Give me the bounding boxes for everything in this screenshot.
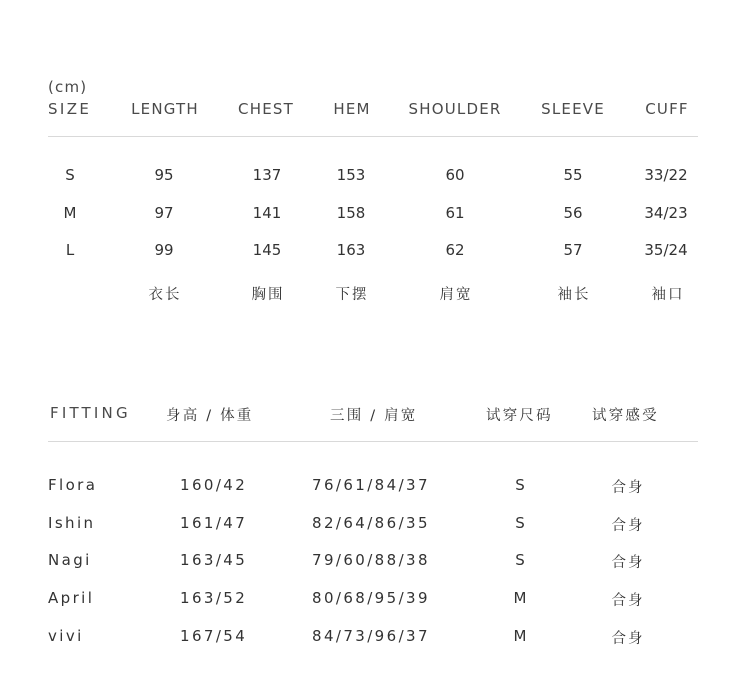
- fitting-row-vivi-measurements: 84/73/96/37: [312, 627, 430, 645]
- fitting-row-flora-name: Flora: [48, 476, 98, 494]
- size-row-s-sleeve: 55: [563, 166, 583, 184]
- header-tried-size: 试穿尺码: [486, 408, 553, 424]
- fitting-row-april-name: April: [48, 589, 95, 607]
- fitting-row-vivi-height-weight: 167/54: [180, 627, 248, 645]
- size-row-m-chest: 141: [252, 204, 282, 222]
- size-row-l-hem: 163: [336, 241, 366, 259]
- cn-label-shoulder: 肩宽: [439, 287, 473, 303]
- size-row-l-shoulder: 62: [445, 241, 465, 259]
- fitting-row-ishin-size: S: [515, 514, 525, 532]
- fitting-row-april-feeling: 合身: [611, 593, 645, 609]
- fitting-row-nagi-name: Nagi: [48, 551, 92, 569]
- size-row-l-length: 99: [154, 241, 174, 259]
- size-row-s-hem: 153: [336, 166, 366, 184]
- header-size: SIZE: [48, 100, 92, 118]
- header-cuff: CUFF: [645, 100, 689, 118]
- header-length: LENGTH: [131, 100, 199, 118]
- size-row-s-shoulder: 60: [445, 166, 465, 184]
- fitting-row-vivi-feeling: 合身: [611, 631, 645, 647]
- fitting-row-flora-feeling: 合身: [611, 480, 645, 496]
- size-row-l-cuff: 35/24: [644, 241, 688, 259]
- size-header-divider: [48, 136, 698, 137]
- fitting-row-flora-measurements: 76/61/84/37: [312, 476, 430, 494]
- size-row-s-cuff: 33/22: [644, 166, 688, 184]
- size-row-l-chest: 145: [252, 241, 282, 259]
- fitting-row-flora-size: S: [515, 476, 525, 494]
- size-row-m-hem: 158: [336, 204, 366, 222]
- fitting-header-divider: [48, 441, 698, 442]
- size-row-m-size: M: [63, 204, 77, 222]
- size-row-s-length: 95: [154, 166, 174, 184]
- size-row-m-shoulder: 61: [445, 204, 465, 222]
- fitting-row-nagi-height-weight: 163/45: [180, 551, 248, 569]
- fitting-row-vivi-name: vivi: [48, 627, 84, 645]
- fitting-row-ishin-height-weight: 161/47: [180, 514, 248, 532]
- size-row-s-size: S: [65, 166, 75, 184]
- header-sleeve: SLEEVE: [541, 100, 605, 118]
- header-hem: HEM: [333, 100, 371, 118]
- size-row-m-cuff: 34/23: [644, 204, 688, 222]
- fitting-row-april-measurements: 80/68/95/39: [312, 589, 430, 607]
- unit-label: (cm): [48, 78, 88, 96]
- size-row-m-length: 97: [154, 204, 174, 222]
- header-chest: CHEST: [238, 100, 294, 118]
- cn-label-hem: 下摆: [335, 287, 369, 303]
- size-row-s-chest: 137: [252, 166, 282, 184]
- fitting-row-ishin-measurements: 82/64/86/35: [312, 514, 430, 532]
- header-fit-feeling: 试穿感受: [592, 408, 659, 424]
- fitting-row-nagi-size: S: [515, 551, 525, 569]
- header-measurements: 三围 / 肩宽: [330, 408, 418, 424]
- header-shoulder: SHOULDER: [408, 100, 502, 118]
- fitting-row-vivi-size: M: [513, 627, 527, 645]
- cn-label-sleeve: 袖长: [557, 287, 591, 303]
- cn-label-cuff: 袖口: [651, 287, 685, 303]
- fitting-row-ishin-feeling: 合身: [611, 518, 645, 534]
- size-row-l-size: L: [65, 241, 75, 259]
- fitting-row-april-size: M: [513, 589, 527, 607]
- fitting-row-ishin-name: Ishin: [48, 514, 96, 532]
- fitting-row-april-height-weight: 163/52: [180, 589, 248, 607]
- header-fitting: FITTING: [50, 404, 131, 422]
- size-row-l-sleeve: 57: [563, 241, 583, 259]
- fitting-row-nagi-measurements: 79/60/88/38: [312, 551, 430, 569]
- fitting-row-nagi-feeling: 合身: [611, 555, 645, 571]
- cn-label-length: 衣长: [148, 287, 182, 303]
- fitting-row-flora-height-weight: 160/42: [180, 476, 248, 494]
- header-height-weight: 身高 / 体重: [166, 408, 254, 424]
- size-row-m-sleeve: 56: [563, 204, 583, 222]
- cn-label-chest: 胸围: [251, 287, 285, 303]
